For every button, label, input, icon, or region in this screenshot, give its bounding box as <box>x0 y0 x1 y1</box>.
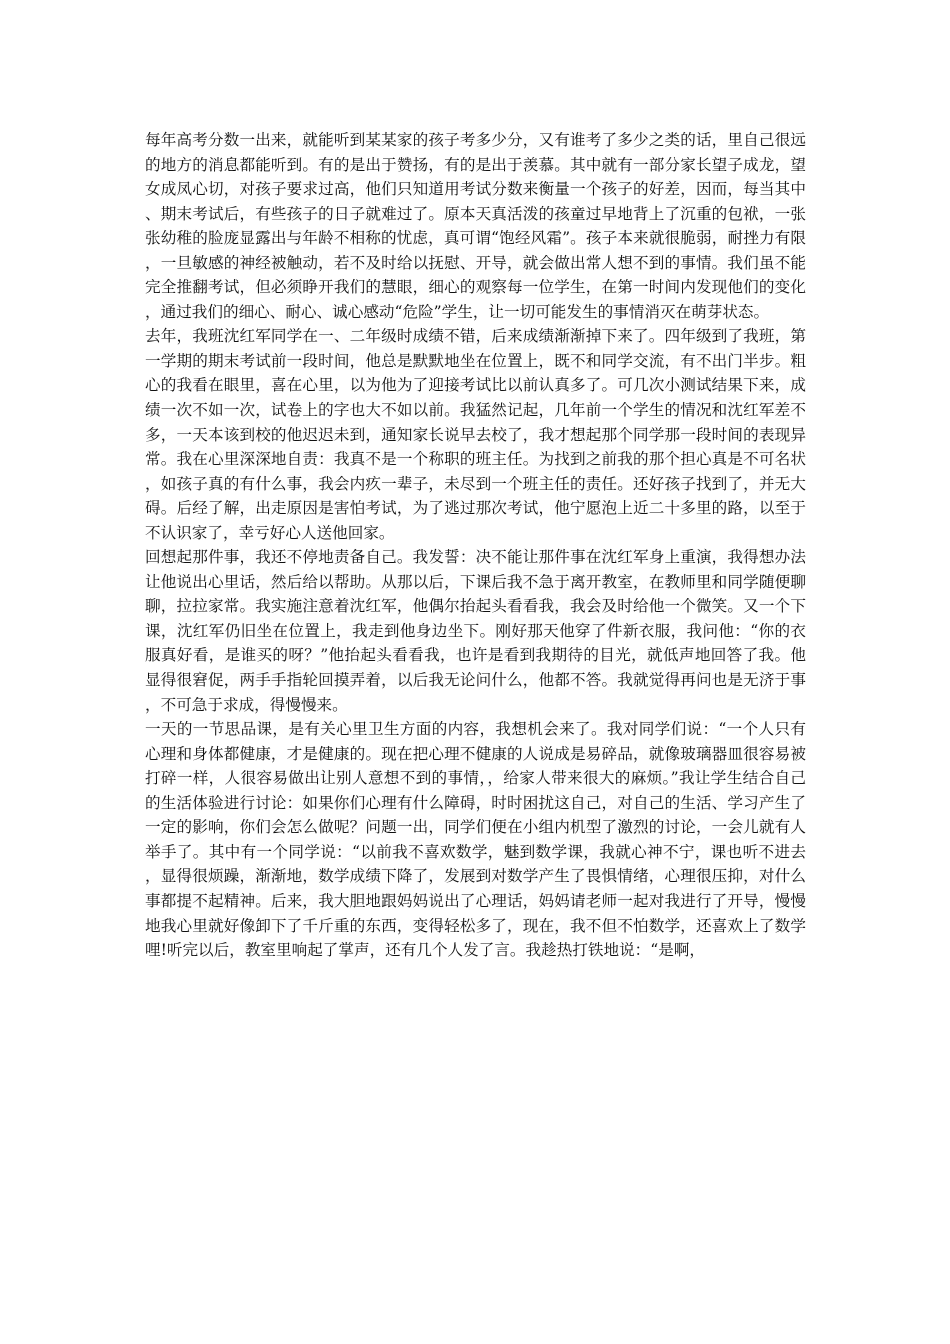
paragraph-4: 一天的一节思品课，是有关心里卫生方面的内容，我想机会来了。我对同学们说：“一个人只有心理和身体都健康，才是健康的。现在把心理不健康的人说成是易碎品，就像玻璃器皿很容易被打碎一样，人很容易做出让别人意想不到的事情，，给家人带来很大的麻烦。”我让学生结合自己的生活体验进行讨论：如果你们心理有什么障碍，时时困扰这自己，对自己的生活、学习产生了一定的影响，你们会怎么做呢？问题一出，同学们便在小组内机型了激烈的讨论，一会儿就有人举手了。其中有一个同学说：“以前我不喜欢数学，魅到数学课，我就心神不宁，课也听不进去，显得很烦躁，渐渐地，数学成绩下降了，发展到对数学产生了畏惧情绪，心理很压抑，对什么事都提不起精神。后来，我大胆地跟妈妈说出了心理话，妈妈请老师一起对我进行了开导，慢慢地我心里就好像卸下了千斤重的东西，变得轻松多了，现在，我不但不怕数学，还喜欢上了数学哩!听完以后，教室里响起了掌声，还有几个人发了言。我趁热打铁地说：“是啊， <box>145 720 806 960</box>
paragraph-2: 去年，我班沈红军同学在一、二年级时成绩不错，后来成绩渐渐掉下来了。四年级到了我班，第一学期的期末考试前一段时间，他总是默默地坐在位置上，既不和同学交流，有不出门半步。粗心的我看在眼里，喜在心里，以为他为了迎接考试比以前认真多了。可几次小测试结果下来，成绩一次不如一次，试卷上的字也大不如以前。我猛然记起，几年前一个学生的情况和沈红军差不多，一天本该到校的他迟迟未到，通知家长说早去校了，我才想起那个同学那一段时间的表现异常。我在心里深深地自责：我真不是一个称职的班主任。为找到之前我的那个担心真是不可名状，如孩子真的有什么事，我会内疚一辈子，未尽到一个班主任的责任。还好孩子找到了，并无大碍。后经了解，出走原因是害怕考试，为了逃过那次考试，他宁愿泡上近二十多里的路，以至于不认识家了，幸亏好心人送他回家。 <box>145 327 806 542</box>
document-body <box>145 128 806 963</box>
paragraph-3: 回想起那件事，我还不停地责备自己。我发誓：决不能让那件事在沈红军身上重演，我得想办法让他说出心里话，然后给以帮助。从那以后，下课后我不急于离开教室，在教师里和同学随便聊聊，拉拉家常。我实施注意着沈红军，他偶尔抬起头看看我，我会及时给他一个微笑。又一个下课，沈红军仍旧坐在位置上，我走到他身边坐下。刚好那天他穿了件新衣服，我问他：“你的衣服真好看，是谁买的呀？”他抬起头看看我，也许是看到我期待的目光，就低声地回答了我。他显得很窘促，两手手指轮回摸弄着，以后我无论问什么，他都不答。我就觉得再问也是无济于事，不可急于求成，得慢慢来。 <box>145 548 806 714</box>
paragraph-1: 每年高考分数一出来，就能听到某某家的孩子考多少分，又有谁考了多少之类的话，里自己很远的地方的消息都能听到。有的是出于赞扬，有的是出于羡慕。其中就有一部分家长望子成龙，望女成凤心切，对孩子要求过高，他们只知道用考试分数来衡量一个孩子的好差，因而，每当其中、期末考试后，有些孩子的日子就难过了。原本天真活泼的孩童过早地背上了沉重的包袱，一张张幼稚的脸庞显露出与年龄不相称的忧虑，真可谓“饱经风霜”。孩子本来就很脆弱，耐挫力有限，一旦敏感的神经被触动，若不及时给以抚慰、开导，就会做出常人想不到的事情。我们虽不能完全推翻考试，但必须睁开我们的慧眼，细心的观察每一位学生，在第一时间内发现他们的变化，通过我们的细心、耐心、诚心感动“危险”学生，让一切可能发生的事情消灭在萌芽状态。 <box>145 131 806 321</box>
